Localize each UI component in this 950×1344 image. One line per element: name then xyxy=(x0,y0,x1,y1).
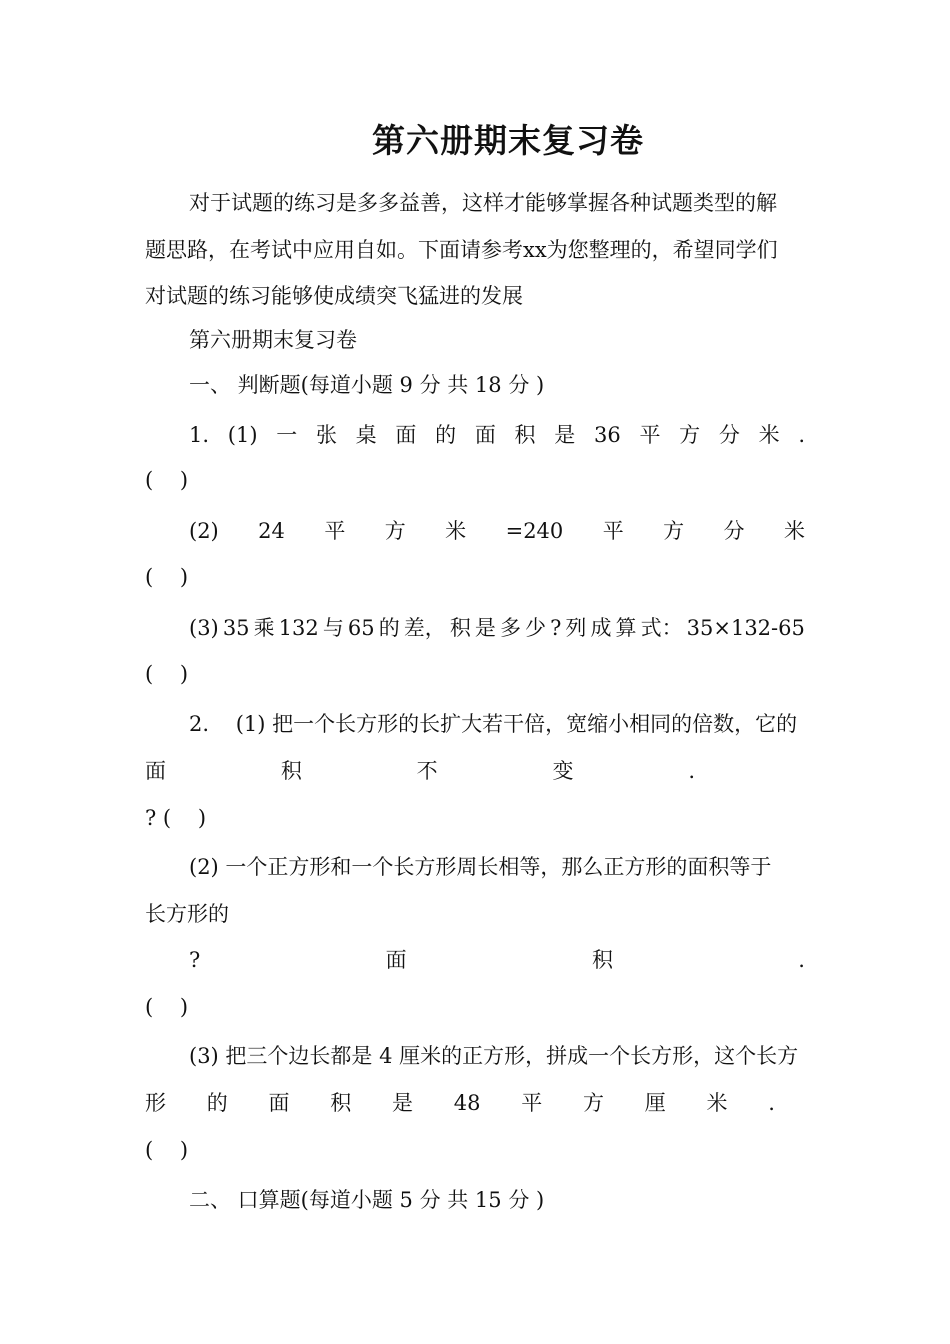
text-token: 平 xyxy=(602,519,624,543)
question-2-part-2-blank: ( ) xyxy=(145,995,189,1019)
text-token: 面 xyxy=(474,423,496,447)
text-token: 积 xyxy=(591,948,613,972)
text-token: 米 xyxy=(783,519,805,543)
text-token: 24 xyxy=(258,519,285,543)
text-token: 差， xyxy=(403,616,446,640)
text-token: 桌 xyxy=(355,423,377,447)
text-token: . xyxy=(798,423,805,447)
text-token: 是 xyxy=(554,423,576,447)
question-2-part-2-line-2: 长方形的 xyxy=(145,902,229,926)
text-token: 65 xyxy=(347,616,375,640)
question-2-part-1: 2. (1) 把一个长方形的长扩大若干倍，宽缩小相同的倍数，它的 xyxy=(189,712,798,736)
text-token: 的 xyxy=(206,1091,228,1115)
question-1-part-2-blank: ( ) xyxy=(145,565,189,589)
text-token: (2) xyxy=(189,519,219,543)
text-token: 厘 xyxy=(644,1091,666,1115)
text-token: 平 xyxy=(324,519,346,543)
text-token: . xyxy=(768,1091,775,1115)
question-2-part-1-line-2 xyxy=(145,756,805,786)
section-2-heading: 二、 口算题(每道小题 5 分 共 15 分 ) xyxy=(189,1188,545,1212)
text-token: =240 xyxy=(505,519,564,543)
text-token: 米 xyxy=(706,1091,728,1115)
text-token: 132 xyxy=(278,616,319,640)
question-1-part-3 xyxy=(189,613,805,643)
text-token: 乘 xyxy=(253,616,275,640)
text-token: 48 xyxy=(453,1091,481,1115)
text-token: ? xyxy=(189,948,201,972)
text-token: 积 xyxy=(449,616,471,640)
text-token: 36 xyxy=(593,423,621,447)
text-token: 是 xyxy=(474,616,496,640)
text-token: 张 xyxy=(315,423,337,447)
text-token: 算 xyxy=(615,616,637,640)
question-1-part-2 xyxy=(189,516,805,546)
text-token: 面 xyxy=(145,759,166,783)
text-token: 式： xyxy=(640,616,683,640)
text-token: 列 xyxy=(565,616,587,640)
intro-line-2: 题思路，在考试中应用自如。下面请参考xx为您整理的，希望同学们 xyxy=(145,238,778,262)
text-token: 方 xyxy=(679,423,701,447)
text-token: 35×132-65 xyxy=(686,616,805,640)
text-token: 变 xyxy=(552,759,574,783)
text-token: 分 xyxy=(723,519,745,543)
text-token: 米 xyxy=(758,423,780,447)
text-token: (1) xyxy=(227,423,258,447)
text-token: 平 xyxy=(521,1091,543,1115)
text-token: 35 xyxy=(222,616,250,640)
question-2-part-3: (3) 把三个边长都是 4 厘米的正方形，拼成一个长方形，这个长方 xyxy=(189,1044,799,1068)
text-token: 的 xyxy=(435,423,457,447)
question-1-part-1 xyxy=(189,420,805,450)
page-title: 第六册期末复习卷 xyxy=(372,121,644,160)
text-token: 多 xyxy=(499,616,521,640)
text-token: 的 xyxy=(378,616,400,640)
text-token: 分 xyxy=(718,423,740,447)
text-token: 与 xyxy=(322,616,344,640)
text-token: 方 xyxy=(663,519,685,543)
text-token: 积 xyxy=(280,759,302,783)
question-1-part-3-blank: ( ) xyxy=(145,662,189,686)
text-token: . xyxy=(798,948,805,972)
question-1-part-1-blank: ( ) xyxy=(145,468,189,492)
intro-line-3: 对试题的练习能够使成绩突飞猛进的发展 xyxy=(145,284,523,308)
text-token: 积 xyxy=(330,1091,352,1115)
text-token: 方 xyxy=(582,1091,604,1115)
text-token: 面 xyxy=(268,1091,290,1115)
text-token: 一 xyxy=(276,423,298,447)
question-2-part-2: (2) 一个正方形和一个长方形周长相等，那么正方形的面积等于 xyxy=(189,855,772,879)
text-token: 方 xyxy=(384,519,406,543)
text-token: 面 xyxy=(395,423,417,447)
text-token: ? xyxy=(550,616,562,640)
text-token: (3) xyxy=(189,616,219,640)
text-token: 形 xyxy=(145,1091,166,1115)
question-2-part-3-blank: ( ) xyxy=(145,1138,189,1162)
text-token: 不 xyxy=(416,759,438,783)
question-2-part-1-blank: ? ( ) xyxy=(145,806,207,830)
subtitle: 第六册期末复习卷 xyxy=(189,328,357,352)
text-token: 1. xyxy=(189,423,210,447)
text-token: 平 xyxy=(639,423,661,447)
text-token: . xyxy=(688,759,695,783)
section-1-heading: 一、 判断题(每道小题 9 分 共 18 分 ) xyxy=(189,373,545,397)
question-2-part-3-line-2 xyxy=(145,1088,805,1118)
text-token: 少 xyxy=(525,616,546,640)
text-token: 是 xyxy=(392,1091,413,1115)
text-token: 米 xyxy=(445,519,467,543)
question-2-part-2-line-3 xyxy=(189,945,805,975)
intro-line-1: 对于试题的练习是多多益善，这样才能够掌握各种试题类型的解 xyxy=(189,191,777,215)
text-token: 积 xyxy=(514,423,536,447)
text-token: 成 xyxy=(590,616,612,640)
text-token: 面 xyxy=(385,948,407,972)
